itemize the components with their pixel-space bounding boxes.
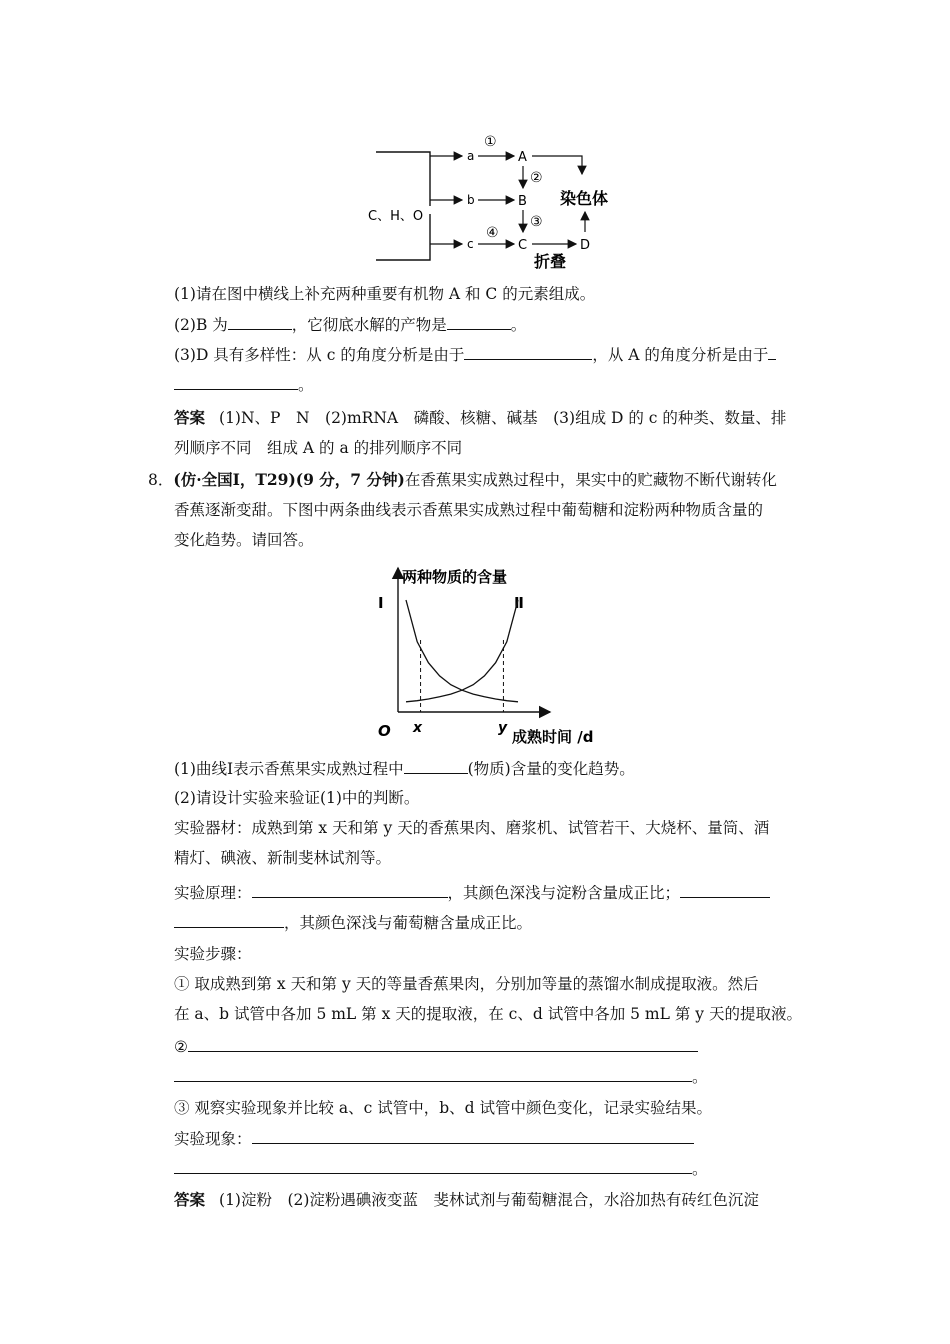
q8-part1-text-b: (物质)含量的变化趋势。 bbox=[467, 760, 635, 778]
q8-blank-phenomenon-cont[interactable] bbox=[174, 1158, 692, 1174]
q8-principle-label: 实验原理： bbox=[174, 884, 252, 902]
q8-answer-line bbox=[174, 1190, 759, 1210]
q8-materials-line2: 精灯、碘液、新制斐林试剂等。 bbox=[174, 849, 392, 867]
node-A: A bbox=[518, 150, 527, 165]
q7-part3-end: 。 bbox=[298, 376, 314, 394]
q8-answer-label: 答案 bbox=[174, 1190, 206, 1209]
q7-part1: (1)请在图中横线上补充两种重要有机物 A 和 C 的元素组成。 bbox=[174, 285, 596, 303]
q8-step3: ③ 观察实验现象并比较 a、c 试管中，b、d 试管中颜色变化，记录实验结果。 bbox=[174, 1099, 712, 1117]
chart-title: 两种物质的含量 bbox=[402, 568, 508, 586]
q8-blank-substance[interactable] bbox=[404, 758, 468, 774]
q8-stem-line3: 变化趋势。请回答。 bbox=[174, 531, 314, 549]
node-C: C bbox=[518, 238, 528, 253]
q7-part2 bbox=[174, 314, 526, 335]
q8-stem-text1: 在香蕉果实成熟过程中，果实中的贮藏物不断代谢转化 bbox=[404, 471, 777, 489]
x-tick-y: y bbox=[498, 720, 508, 736]
q8-part1-text-a: (1)曲线Ⅰ表示香蕉果实成熟过程中 bbox=[174, 760, 404, 778]
q8-steps-title: 实验步骤： bbox=[174, 945, 252, 963]
q7-answer-line2: 列顺序不同 组成 A 的 a 的排列顺序不同 bbox=[174, 439, 463, 457]
step-3-label: ③ bbox=[530, 214, 543, 230]
q8-blank-principle-glucose[interactable] bbox=[174, 912, 284, 928]
q7-blank-b[interactable] bbox=[228, 314, 292, 330]
q8-part2: (2)请设计实验来验证(1)中的判断。 bbox=[174, 789, 420, 807]
q8-step1-line2: 在 a、b 试管中各加 5 mL 第 x 天的提取液，在 c、d 试管中各加 5 mL 第 y 天的提取液。 bbox=[174, 1005, 802, 1023]
source-label: C、H、O bbox=[368, 209, 424, 224]
q7-blank-a-reason-start[interactable] bbox=[768, 344, 776, 360]
q8-step2-end: 。 bbox=[692, 1068, 708, 1086]
q8-principle-text-b: ，其颜色深浅与淀粉含量成正比； bbox=[447, 884, 681, 902]
step-4-label: ④ bbox=[486, 225, 499, 241]
q7-answer-line1 bbox=[174, 408, 786, 428]
q8-phenomenon-line2 bbox=[174, 1158, 708, 1179]
substance-content-chart bbox=[370, 560, 620, 750]
q7-part2-text-b: ，它彻底水解的产物是 bbox=[291, 316, 447, 334]
q7-answer-text1: (1)N、P N (2)mRNA 磷酸、核糖、碱基 (3)组成 D 的 c 的种类、数量、排 bbox=[219, 409, 787, 427]
small-c-label: c bbox=[467, 237, 474, 251]
q7-part2-end: 。 bbox=[510, 316, 527, 334]
q8-blank-step2-cont[interactable] bbox=[174, 1066, 692, 1082]
q8-number: 8． bbox=[148, 471, 174, 489]
chromosome-label: 染色体 bbox=[560, 189, 609, 208]
q8-source: (仿·全国Ⅰ，T29)(9 分，7 分钟) bbox=[173, 470, 405, 489]
q7-part2-text-a: (2)B 为 bbox=[174, 316, 228, 334]
folding-label: 折叠 bbox=[534, 252, 567, 271]
q8-blank-step2[interactable] bbox=[188, 1036, 698, 1052]
origin-label: O bbox=[378, 722, 391, 740]
node-B: B bbox=[518, 194, 527, 209]
series-label-II: Ⅱ bbox=[514, 594, 524, 612]
q7-blank-c-reason[interactable] bbox=[464, 344, 592, 360]
q7-part3-text-b: ，从 A 的角度分析是由于 bbox=[592, 346, 769, 364]
step-1-label: ① bbox=[484, 134, 497, 150]
q8-materials-line1: 实验器材：成熟到第 x 天和第 y 天的香蕉果肉、磨浆机、试管若干、大烧杯、量筒、酒 bbox=[174, 819, 770, 837]
x-tick-x: x bbox=[413, 720, 423, 736]
q7-part3-text-a: (3)D 具有多样性：从 c 的角度分析是由于 bbox=[174, 346, 465, 364]
small-b-label: b bbox=[467, 193, 475, 207]
q8-phenomenon-end: 。 bbox=[692, 1160, 708, 1178]
node-D: D bbox=[580, 238, 591, 253]
q8-blank-principle-glucose-start[interactable] bbox=[680, 882, 770, 898]
small-a-label: a bbox=[467, 149, 475, 163]
q8-step2-mark: ② bbox=[174, 1038, 188, 1056]
q8-stem-line2: 香蕉逐渐变甜。下图中两条曲线表示香蕉果实成熟过程中葡萄糖和淀粉两种物质含量的 bbox=[174, 501, 764, 519]
q7-blank-a-reason[interactable] bbox=[174, 374, 298, 390]
q8-phenomenon-label: 实验现象： bbox=[174, 1130, 252, 1148]
upper-bracket bbox=[418, 152, 430, 206]
q7-answer-label: 答案 bbox=[174, 408, 206, 427]
q8-blank-phenomenon[interactable] bbox=[252, 1128, 694, 1144]
q8-principle-text-c: ，其颜色深浅与葡萄糖含量成正比。 bbox=[284, 914, 533, 932]
series-label-I: Ⅰ bbox=[378, 594, 384, 612]
element-composition-diagram bbox=[366, 128, 626, 274]
q8-part1 bbox=[174, 758, 635, 779]
q8-principle-line2 bbox=[174, 912, 532, 933]
q8-principle-line1 bbox=[174, 882, 770, 903]
q8-stem-line1 bbox=[148, 470, 777, 490]
q8-step2-line2 bbox=[174, 1066, 708, 1087]
q7-part3-cont bbox=[174, 374, 314, 395]
q7-blank-hydrolysis[interactable] bbox=[447, 314, 511, 330]
q8-step1-line1: ① 取成熟到第 x 天和第 y 天的等量香蕉果肉，分别加等量的蒸馏水制成提取液。然后 bbox=[174, 975, 759, 993]
q8-step2-line1 bbox=[174, 1036, 698, 1057]
x-axis-label: 成熟时间 /d bbox=[512, 728, 594, 746]
step-2-label: ② bbox=[530, 170, 543, 186]
q8-answer-text: (1)淀粉 (2)淀粉遇碘液变蓝 斐林试剂与葡萄糖混合，水浴加热有砖红色沉淀 bbox=[219, 1191, 759, 1209]
q7-part3 bbox=[174, 344, 776, 365]
chart-plot-area bbox=[406, 600, 518, 712]
q8-phenomenon-line1 bbox=[174, 1128, 694, 1149]
q8-blank-principle-starch[interactable] bbox=[252, 882, 448, 898]
